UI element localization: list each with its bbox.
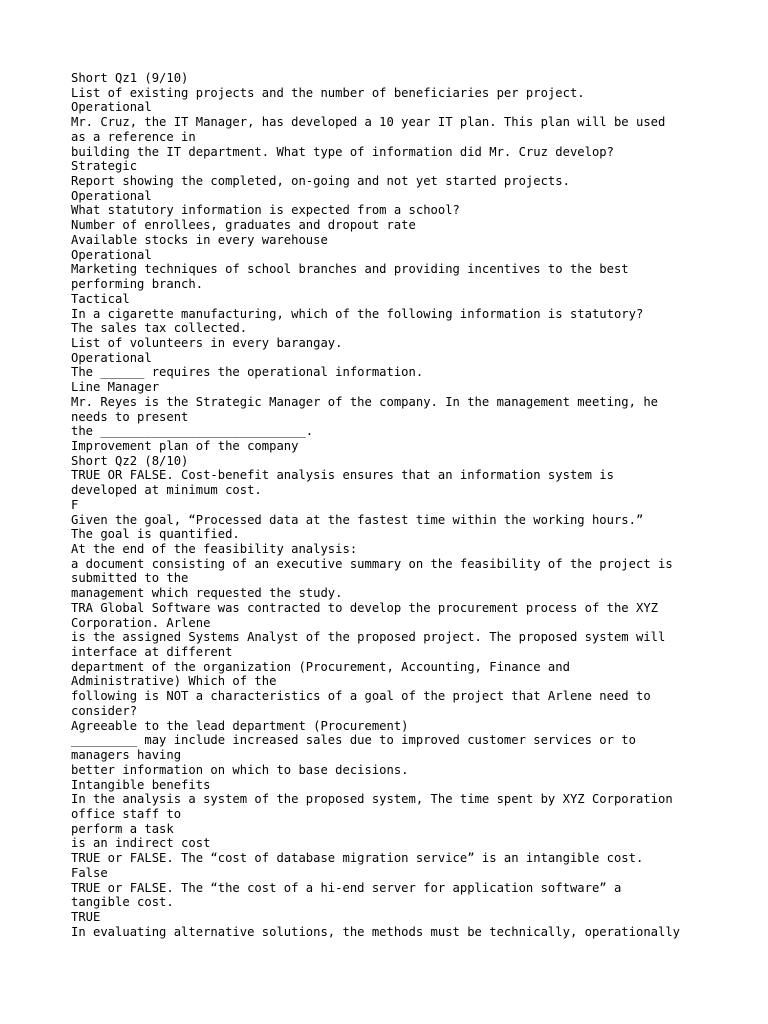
- document-text: [71, 71, 761, 939]
- text-line: Short Qz1 (9/10): [71, 71, 189, 85]
- text-line: TRUE OR FALSE. Cost-benefit analysis ensures that an information system is: [71, 468, 614, 483]
- text-line: Mr. Cruz, the IT Manager, has developed a 10 year IT plan. This plan will be used: [71, 115, 666, 130]
- text-line: Short Qz2 (8/10): [71, 453, 189, 468]
- text-line: In the analysis a system of the proposed system, The time spent by XYZ Corporation: [71, 792, 673, 807]
- text-line: Operational: [71, 350, 152, 365]
- text-line: office staff to: [71, 806, 182, 821]
- text-line: managers having: [71, 748, 182, 763]
- text-line: What statutory information is expected from a school?: [71, 203, 460, 218]
- text-line: F: [71, 497, 79, 512]
- text-line: department of the organization (Procurement, Accounting, Finance and: [71, 659, 570, 674]
- text-line: _________ may include increased sales due to improved customer services or to: [71, 733, 636, 748]
- text-line: is the assigned Systems Analyst of the proposed project. The proposed system will: [71, 630, 666, 645]
- text-line: Administrative) Which of the: [71, 674, 277, 689]
- text-line: a document consisting of an executive summary on the feasibility of the project is: [71, 556, 673, 571]
- text-line: tangible cost.: [71, 895, 174, 910]
- text-line: At the end of the feasibility analysis:: [71, 542, 358, 556]
- text-line: building the IT department. What type of information did Mr. Cruz develop?: [71, 144, 614, 159]
- text-line: Agreeable to the lead department (Procurement): [71, 718, 409, 733]
- text-line: better information on which to base decisions.: [71, 762, 409, 777]
- text-line: submitted to the: [71, 571, 189, 586]
- text-line: TRA Global Software was contracted to develop the procurement process of the XYZ: [71, 600, 658, 615]
- text-line: TRUE or FALSE. The “cost of database migration service” is an intangible cost.: [71, 851, 644, 866]
- text-line: the ____________________________.: [71, 424, 314, 439]
- text-line: perform a task: [71, 821, 174, 836]
- text-line: TRUE: [71, 909, 101, 924]
- text-line: Available stocks in every warehouse: [71, 232, 328, 247]
- text-line: management which requested the study.: [71, 586, 343, 601]
- text-line: Tactical: [71, 291, 130, 306]
- text-line: Strategic: [71, 159, 138, 174]
- text-line: needs to present: [71, 409, 189, 424]
- text-line: Given the goal, “Processed data at the fastest time within the working hours.”: [71, 512, 644, 527]
- text-line: TRUE or FALSE. The “the cost of a hi-end server for application software” a: [71, 880, 622, 895]
- text-line: Corporation. Arlene: [71, 615, 211, 630]
- text-line: Marketing techniques of school branches and providing incentives to the best: [71, 262, 629, 277]
- text-line: interface at different: [71, 645, 233, 660]
- text-line: The sales tax collected.: [71, 321, 248, 336]
- text-line: Report showing the completed, on-going and not yet started projects.: [71, 174, 570, 189]
- text-line: The goal is quantified.: [71, 527, 240, 542]
- text-line: Operational: [71, 100, 152, 115]
- text-line: List of volunteers in every barangay.: [71, 335, 343, 350]
- text-line: Operational: [71, 247, 152, 262]
- text-line: performing branch.: [71, 277, 204, 292]
- text-line: consider?: [71, 703, 138, 718]
- text-line: False: [71, 865, 108, 880]
- text-line: developed at minimum cost.: [71, 483, 262, 498]
- text-line: List of existing projects and the number of beneficiaries per project.: [71, 85, 585, 100]
- text-line: Operational: [71, 188, 152, 203]
- text-line: following is NOT a characteristics of a goal of the project that Arlene need to: [71, 689, 651, 704]
- text-line: The ______ requires the operational information.: [71, 365, 424, 380]
- text-line: Mr. Reyes is the Strategic Manager of the company. In the management meeting, he: [71, 394, 658, 409]
- text-line: In evaluating alternative solutions, the methods must be technically, operationally: [71, 924, 681, 939]
- text-line: is an indirect cost: [71, 836, 211, 851]
- text-line: Improvement plan of the company: [71, 438, 299, 453]
- text-line: as a reference in: [71, 129, 196, 144]
- text-line: In a cigarette manufacturing, which of the following information is statutory?: [71, 306, 644, 321]
- text-line: Intangible benefits: [71, 777, 211, 792]
- text-line: Number of enrollees, graduates and dropout rate: [71, 218, 416, 233]
- text-line: Line Manager: [71, 380, 160, 395]
